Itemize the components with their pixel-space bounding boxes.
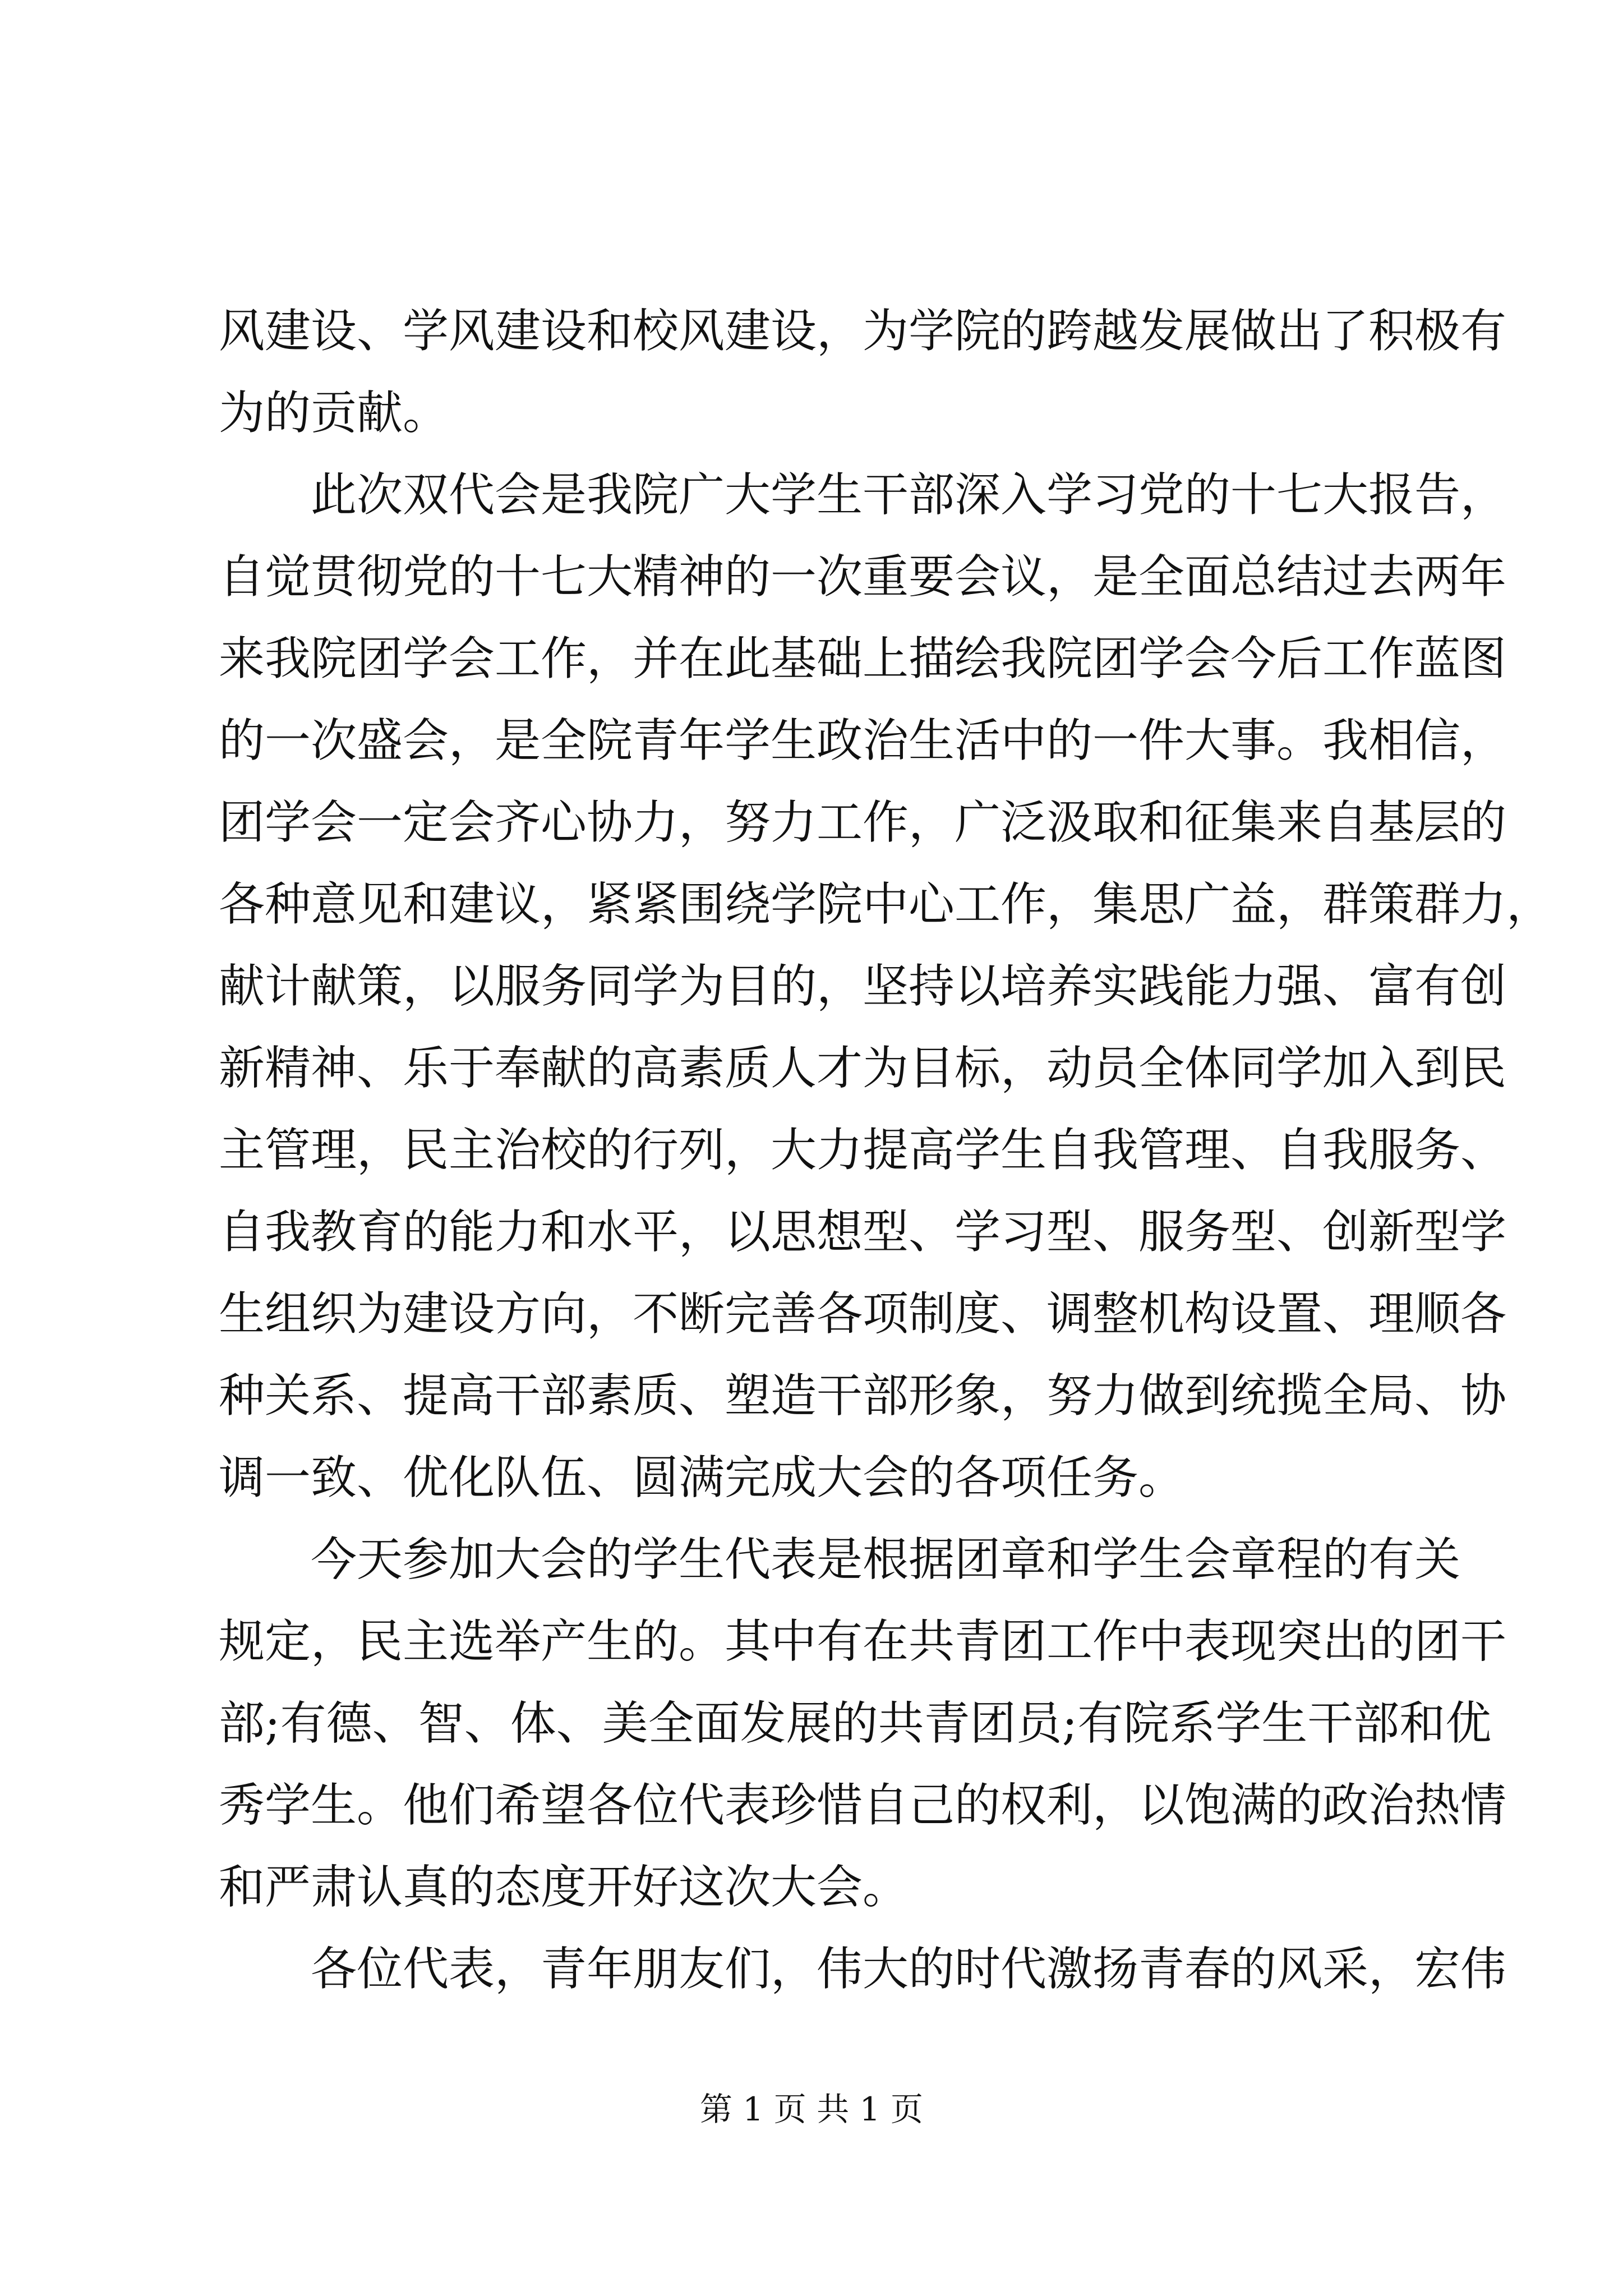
text-line: 秀学生。他们希望各位代表珍惜自己的权利，以饱满的政治热情 bbox=[219, 1779, 1507, 1832]
text-line: 献计献策，以服务同学为目的，坚持以培养实践能力强、富有创 bbox=[219, 960, 1507, 1013]
text-line: 部;有德、智、体、美全面发展的共青团员;有院系学生干部和优 bbox=[219, 1697, 1492, 1750]
text-line: 今天参加大会的学生代表是根据团章和学生会章程的有关 bbox=[219, 1533, 1461, 1586]
text-line: 此次双代会是我院广大学生干部深入学习党的十七大报告， bbox=[219, 468, 1507, 522]
text-line: 主管理，民主治校的行列，大力提高学生自我管理、自我服务、 bbox=[219, 1124, 1507, 1177]
text-line: 来我院团学会工作，并在此基础上描绘我院团学会今后工作蓝图 bbox=[219, 632, 1507, 685]
text-line: 各位代表，青年朋友们，伟大的时代激扬青春的风采，宏伟 bbox=[219, 1943, 1507, 1996]
body-text bbox=[219, 291, 1553, 2010]
text-line: 生组织为建设方向，不断完善各项制度、调整机构设置、理顺各 bbox=[219, 1287, 1507, 1341]
text-line: 团学会一定会齐心协力，努力工作，广泛汲取和征集来自基层的 bbox=[219, 796, 1507, 849]
text-line: 风建设、学风建设和校风建设，为学院的跨越发展做出了积极有 bbox=[219, 305, 1507, 358]
text-line: 种关系、提高干部素质、塑造干部形象，努力做到统揽全局、协 bbox=[219, 1369, 1507, 1423]
text-line: 新精神、乐于奉献的高素质人才为目标，动员全体同学加入到民 bbox=[219, 1042, 1507, 1095]
text-line: 为的贡献。 bbox=[219, 386, 449, 440]
text-line: 的一次盛会，是全院青年学生政治生活中的一件大事。我相信， bbox=[219, 714, 1507, 767]
text-line: 调一致、优化队伍、圆满完成大会的各项任务。 bbox=[219, 1451, 1185, 1504]
text-line: 规定，民主选举产生的。其中有在共青团工作中表现突出的团干 bbox=[219, 1615, 1507, 1668]
text-line: 自我教育的能力和水平，以思想型、学习型、服务型、创新型学 bbox=[219, 1205, 1507, 1259]
page-footer: 第 1 页 共 1 页 bbox=[700, 2090, 923, 2128]
text-line: 各种意见和建议，紧紧围绕学院中心工作，集思广益，群策群力， bbox=[219, 878, 1553, 931]
text-line: 自觉贯彻党的十七大精神的一次重要会议，是全面总结过去两年 bbox=[219, 550, 1507, 604]
text-line: 和严肃认真的态度开好这次大会。 bbox=[219, 1861, 909, 1914]
